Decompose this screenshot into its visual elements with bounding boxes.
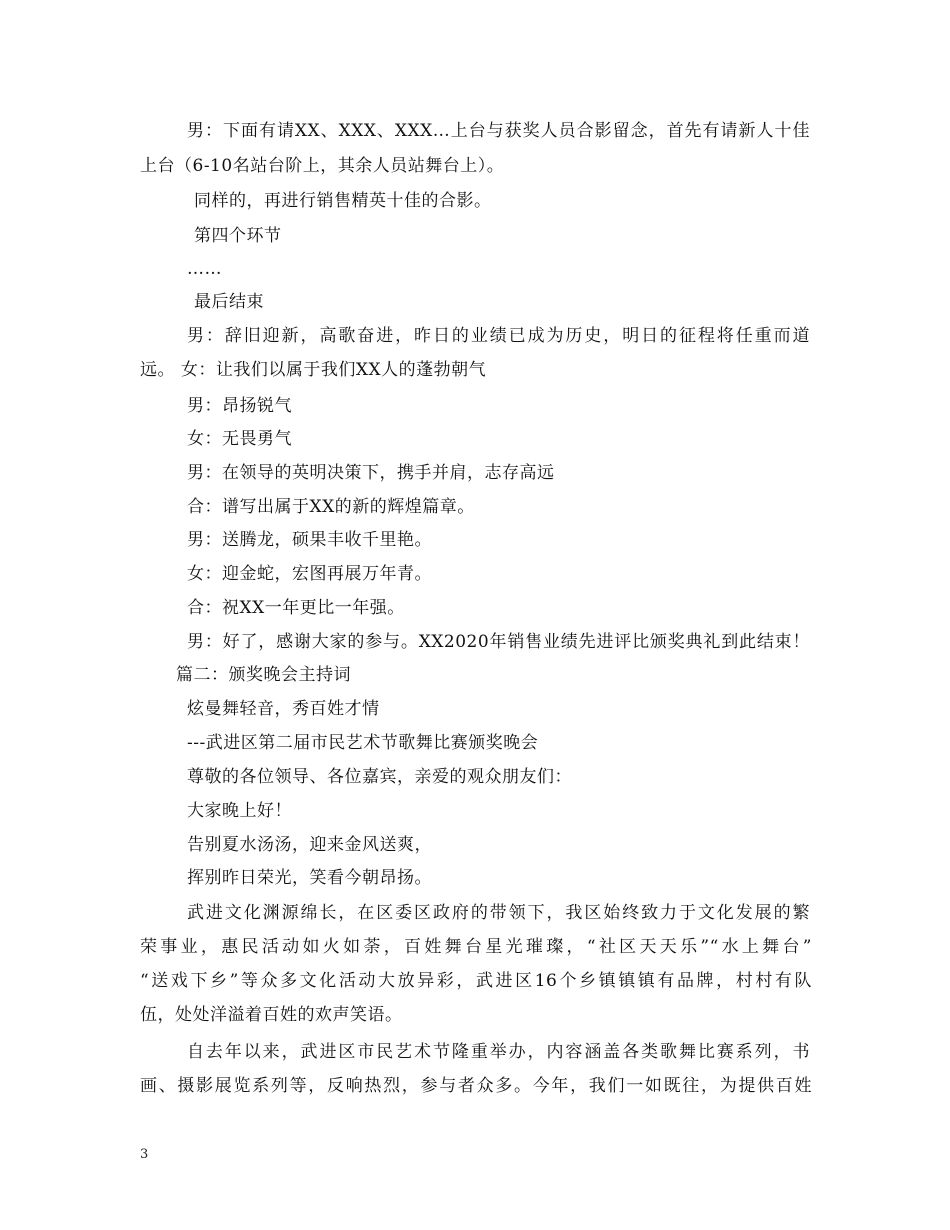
text-line-8: 远。 女：让我们以属于我们XX人的蓬勃朝气 (140, 360, 487, 380)
text-line-27: 伍，处处洋溢着百姓的欢声笑语。 (140, 1005, 403, 1025)
section-heading: 篇二：颁奖晚会主持词 (176, 665, 351, 685)
text-line-26: “送戏下乡”等众多文化活动大放异彩，武进区16个乡镇镇镇有品牌，村村有队 (140, 971, 812, 991)
text-line-15: 合：祝XX一年更比一年强。 (187, 598, 405, 618)
text-line-28: 自去年以来，武进区市民艺术节隆重举办，内容涵盖各类歌舞比赛系列，书 (187, 1042, 810, 1062)
text-line-5: …… (187, 259, 222, 279)
text-line-2: 上台（6-10名站台阶上，其余人员站舞台上）。 (140, 156, 505, 176)
page-number: 3 (140, 1147, 149, 1162)
text-line-11: 男：在领导的英明决策下，携手并肩，志存高远 (187, 463, 555, 483)
text-line-9: 男：昂扬锐气 (187, 396, 292, 416)
text-line-20: 尊敬的各位领导、各位嘉宾，亲爱的观众朋友们： (187, 767, 572, 787)
text-line-1: 男：下面有请XX、XXX、XXX…上台与获奖人员合影留念，首先有请新人十佳 (187, 121, 810, 141)
text-line-25: 荣事业，惠民活动如火如荼，百姓舞台星光璀璨，“社区天天乐”“水上舞台” (140, 937, 812, 957)
text-line-12: 合：谱写出属于XX的新的辉煌篇章。 (187, 497, 475, 517)
text-line-23: 挥别昨日荣光，笑看今朝昂扬。 (187, 868, 432, 888)
text-line-24: 武进文化渊源绵长，在区委区政府的带领下，我区始终致力于文化发展的繁 (187, 903, 810, 923)
text-line-18: 炫曼舞轻音，秀百姓才情 (187, 699, 380, 719)
text-line-19: ---武进区第二届市民艺术节歌舞比赛颁奖晚会 (187, 733, 539, 753)
text-line-29: 画、摄影展览系列等，反响热烈，参与者众多。今年，我们一如既往，为提供百姓 (140, 1076, 812, 1096)
text-line-13: 男：送腾龙，硕果丰收千里艳。 (187, 530, 432, 550)
text-line-10: 女：无畏勇气 (187, 429, 292, 449)
text-line-6: 最后结束 (194, 292, 264, 312)
text-line-22: 告别夏水汤汤，迎来金风送爽， (187, 835, 432, 855)
text-line-7: 男：辞旧迎新，高歌奋进，昨日的业绩已成为历史，明日的征程将任重而道 (187, 326, 810, 346)
text-line-4: 第四个环节 (194, 226, 282, 246)
text-line-3: 同样的，再进行销售精英十佳的合影。 (194, 191, 492, 211)
text-line-21: 大家晚上好！ (187, 801, 292, 821)
text-line-16: 男：好了，感谢大家的参与。XX2020年销售业绩先进评比颁奖典礼到此结束！ (187, 632, 810, 652)
text-line-14: 女：迎金蛇，宏图再展万年青。 (187, 564, 432, 584)
